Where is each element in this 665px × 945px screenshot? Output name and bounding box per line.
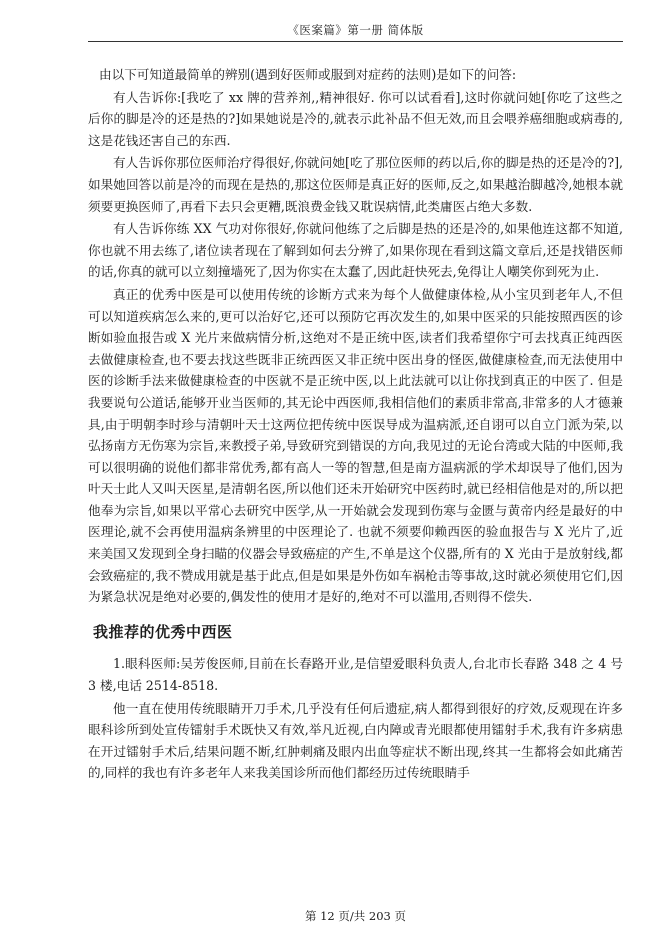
section-heading: 我推荐的优秀中西医 — [93, 622, 233, 641]
page-number: 第 12 页/共 203 页 — [304, 909, 407, 923]
paragraph: 真正的优秀中医是可以使用传统的诊断方式来为每个人做健康体检,从小宝贝到老年人,不但可以知道疾病怎么来的,更可以治好它,还可以预防它再次发生的,如果中医采的只能按照西医的诊断如验血报告或 X 光片来做病情分析,这绝对不是正统中医,读者们我希望你宁可去找真正纯西医去做健康检查,也不要去找这些既非正统西医又非正统中医出身的怪医,做健康检查,而无法使用中医的诊断手法来做健康检查的中医就不是正统中医,以上此法就可以让你找到真正的中医了. 但是我要说句公道话,能够开业当医师的,其无论中西医师,我相信他们的素质非常高,非常多的人才德兼具,由于明朝李时珍与清朝叶天士这两位把传统中医误导成为温病派,还自诩可以自立门派为荣,以弘扬南方无伤寒为宗旨,来教授子弟,导致研究到错误的方向,我见过的无论台湾或大陆的中医师,我可以很明确的说他们都非常优秀,都有高人一等的智慧,但是南方温病派的学术却误导了他们,因为叶天士此人又叫天医星,是清朝名医,所以他们还未开始研究中医药时,就已经相信他是对的,所以把他奉为宗旨,如果以平常心去研究中医学,从一开始就会发现到伤寒与金匮与黄帝内经是最好的中医理论,就不会再使用温病条辨里的中医理论了. 也就不须要仰赖西医的验血报告与 X 光片了,近来美国又发现到全身扫瞄的仪器会导致癌症的产生,不单是这个仪器,所有的 X 光由于是放射线,都会致癌症的,我不赞成用就是基于此点,但是如果是外伤如车祸枪击等事故,这时就必须使用它们,因为紧急状况是绝对必要的,偶发性的使用才是好的,绝对不可以滥用,否则得不偿失. — [88, 286, 623, 605]
paragraph: 1.眼科医师:吴芳俊医师,目前在长春路开业,是信望爱眼科负责人,台北市长春路 348 之 4 号 3 楼,电话 2514-8518. — [88, 656, 623, 694]
paragraph: 他一直在使用传统眼睛开刀手术,几乎没有任何后遗症,病人都得到很好的疗效,反观现在许多眼科诊所到处宣传镭射手术既快又有效,举凡近视,白内障或青光眼都使用镭射手术,我有许多病患在开过镭射手术后,结果问题不断,红肿刺痛及眼内出血等症状不断出现,终其一生都将会如此痛苦的,同样的我也有许多老年人来我美国诊所而他们都经历过传统眼睛手 — [88, 700, 623, 781]
paragraph: 有人告诉你练 XX 气功对你很好,你就问他练了之后脚是热的还是冷的,如果他连这都不知道,你也就不用去练了,诸位读者现在了解到如何去分辨了,如果你现在看到这篇文章后,还是找错医师的话,你真的就可以立刻撞墙死了,因为你实在太蠢了,因此赶快死去,免得让人嘲笑你到死为止. — [88, 221, 623, 280]
page-body — [88, 64, 623, 785]
header-divider — [88, 41, 623, 42]
paragraph: 有人告诉你那位医师治疗得很好,你就问她[吃了那位医师的药以后,你的脚是热的还是冷的?],如果她回答以前是冷的而现在是热的,那这位医师是真正好的医师,反之,如果越治脚越冷,她根本就须要更换医师了,再看下去只会更糟,既浪费金钱又耽误病情,此类庸医占绝大多数. — [88, 155, 623, 214]
paragraph: 由以下可知道最简单的辨别(遇到好医师或服到对症药的法则)是如下的问答: — [99, 67, 517, 82]
running-header: 《医案篇》第一册 简体版 — [287, 23, 424, 37]
paragraph: 有人告诉你:[我吃了 xx 牌的营养剂,,精神很好. 你可以试看看],这时你就问她[你吃了这些之后你的脚是冷的还是热的?]如果她说是冷的,就表示此补品不但无效,而且会喂养癌细胞或病毒的,这是花钱还害自己的东西. — [88, 89, 623, 148]
